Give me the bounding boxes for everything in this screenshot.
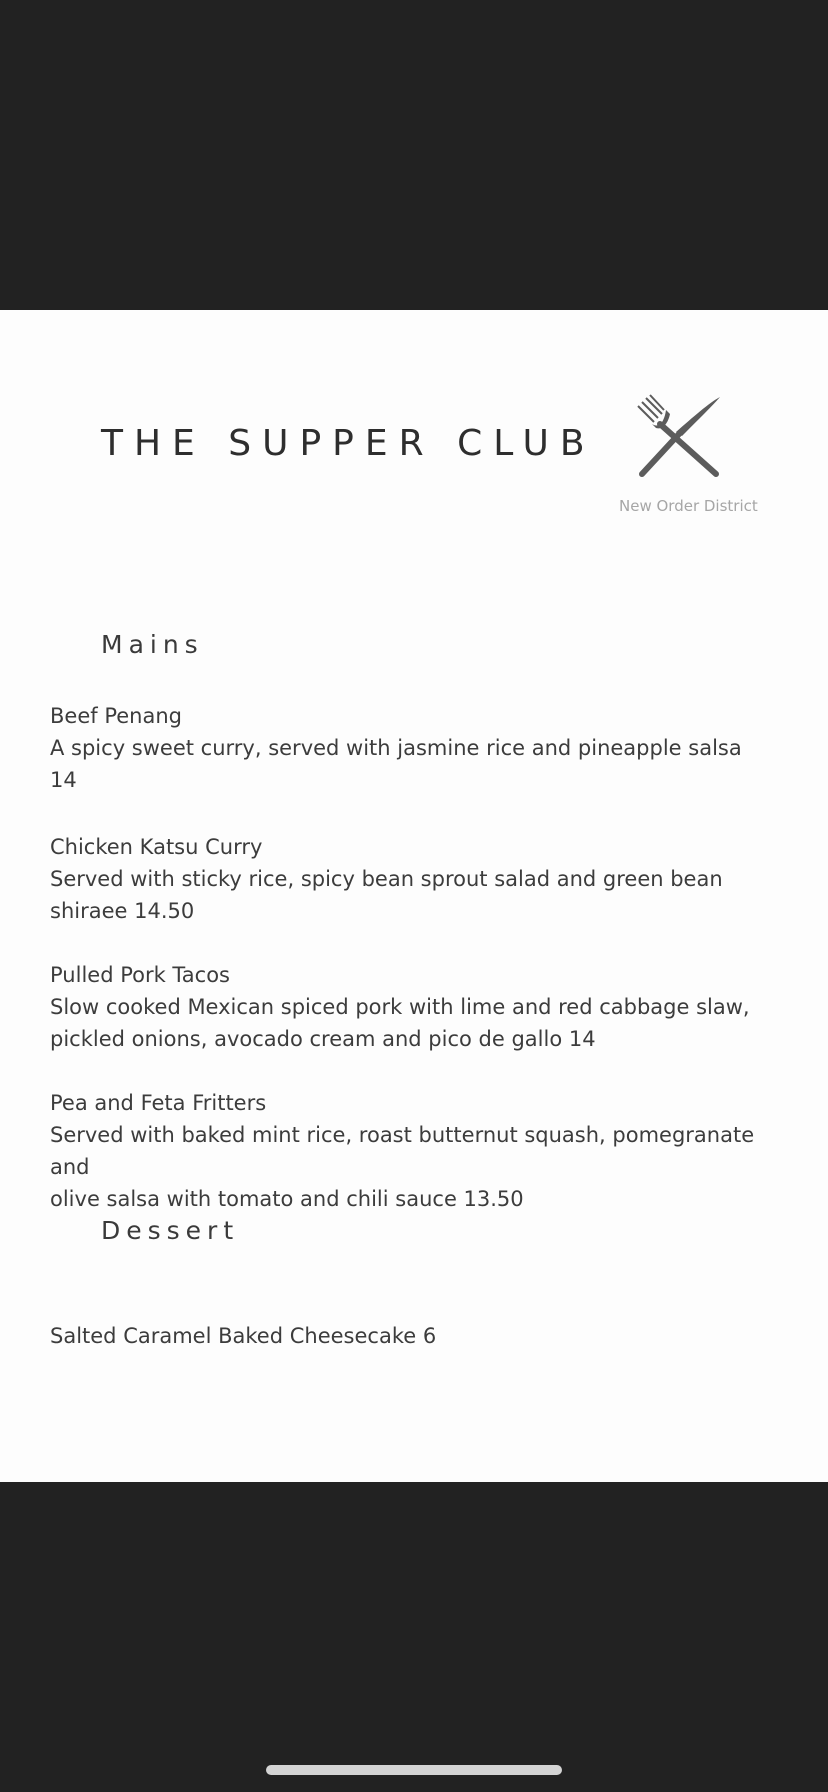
crossed-fork-knife-icon (636, 394, 722, 480)
brand-title: THE SUPPER CLUB (101, 423, 596, 464)
menu-card (0, 310, 828, 1482)
menu-item-description: A spicy sweet curry, served with jasmine rice and pineapple salsa 14 (50, 736, 742, 792)
menu-item-description: Served with sticky rice, spicy bean sprout salad and green bean shiraee 14.50 (50, 867, 723, 923)
menu-item (50, 700, 790, 796)
home-indicator[interactable] (266, 1765, 562, 1775)
menu-item-name: Pulled Pork Tacos (50, 963, 230, 987)
menu-item (50, 1087, 790, 1215)
menu-item (50, 959, 790, 1055)
brand-subtitle: New Order District (619, 497, 758, 515)
menu-item-description: Served with baked mint rice, roast butternut squash, pomegranate and olive salsa with tomato and chili sauce 13.50 (50, 1123, 755, 1211)
menu-item-description: Slow cooked Mexican spiced pork with lime and red cabbage slaw, pickled onions, avocado cream and pico de gallo 14 (50, 995, 750, 1051)
section-title-dessert: Dessert (101, 1216, 240, 1245)
menu-item-name: Pea and Feta Fritters (50, 1091, 267, 1115)
menu-item-name: Salted Caramel Baked Cheesecake 6 (50, 1324, 437, 1348)
menu-item (50, 1320, 790, 1352)
section-title-mains: Mains (101, 630, 204, 659)
menu-item-name: Chicken Katsu Curry (50, 835, 263, 859)
menu-item-name: Beef Penang (50, 704, 182, 728)
menu-item (50, 831, 790, 927)
